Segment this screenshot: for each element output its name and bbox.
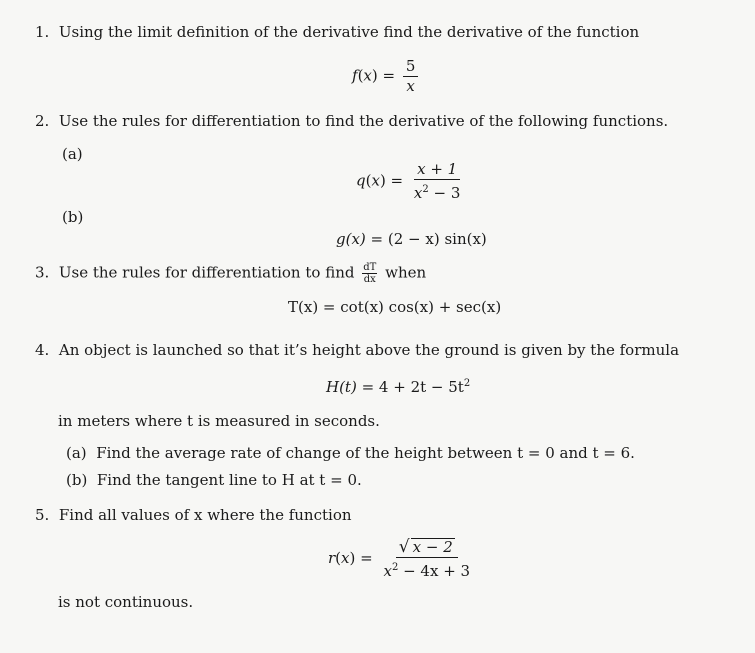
- problem-2a-denominator: [411, 180, 464, 202]
- problem-2a-fn: q: [356, 171, 366, 190]
- problem-4b: [66, 471, 362, 489]
- problem-4-mid: = 4 + 2t − 5t: [356, 378, 464, 396]
- problem-2b-rhs: = (2 − x) sin(x): [365, 230, 487, 248]
- problem-5-den-exp: 2: [391, 562, 399, 573]
- problem-1-numerator: 5: [403, 58, 419, 77]
- problem-1-prompt: Using the limit definition of the derivative find the derivative of the function: [58, 23, 640, 41]
- problem-1-text: [35, 23, 639, 41]
- problem-3-text: [35, 262, 426, 285]
- sqrt-icon: √: [398, 537, 410, 557]
- problem-5-radicand: x − 2: [412, 538, 453, 556]
- problem-5-numerator: [396, 538, 458, 558]
- problem-4-number: 4.: [35, 341, 50, 359]
- problem-4-prompt: An object is launched so that it’s height above the ground is given by the formula: [58, 341, 680, 359]
- problem-5-denominator: [380, 558, 473, 580]
- problem-1-fn: f: [352, 66, 358, 85]
- problem-3-d-num: dT: [363, 262, 377, 273]
- problem-4a-text: Find the average rate of change of the height between t = 0 and t = 6.: [96, 444, 635, 462]
- problem-2a-equation: q(x) = $\frac{x + 1}{x^2 - 3}$: [356, 161, 466, 202]
- problem-5-fn: r: [328, 549, 336, 567]
- problem-2-number: 2.: [35, 112, 50, 130]
- problem-4-exp: 2: [463, 378, 471, 389]
- problem-2a-den-exp: 2: [422, 184, 429, 195]
- problem-3-equation: T(x) = cot(x) cos(x) + sec(x): [288, 298, 502, 316]
- problem-3-prompt-before: Use the rules for differentiation to find: [58, 263, 355, 282]
- problem-2b-equation: [336, 230, 487, 248]
- problem-3-prompt-after: when: [385, 263, 427, 282]
- problem-1-arg: x: [363, 66, 372, 85]
- problem-4-followup: in meters where t is measured in seconds.: [58, 412, 380, 430]
- problem-4b-label: (b): [66, 471, 88, 489]
- problem-5-text: [35, 506, 352, 524]
- problem-5-number: 5.: [35, 506, 50, 524]
- problem-5-fraction: [380, 538, 473, 580]
- problem-1-number: 1.: [35, 23, 50, 41]
- problem-5-prompt: Find all values of x where the function: [58, 506, 352, 524]
- problem-5-arg: x: [341, 549, 350, 567]
- problem-2a-arg: x: [371, 171, 380, 190]
- problem-2a-den-base: x: [413, 184, 423, 202]
- problem-2-text: [35, 112, 668, 130]
- problem-4-lhs: H(t): [326, 378, 357, 396]
- problem-2a-fraction: [411, 161, 464, 202]
- problem-2a-den-rest: − 3: [428, 184, 461, 202]
- problem-2b-lhs: g(x): [336, 230, 366, 248]
- problem-2a-label: (a): [62, 145, 83, 163]
- problem-2a-numerator: x + 1: [414, 161, 460, 180]
- problem-5-den-b: − 4x + 3: [398, 562, 471, 580]
- problem-4a: [66, 444, 635, 462]
- problem-3-derivative-symbol: [362, 262, 377, 285]
- problem-1-fraction: [403, 58, 419, 95]
- problem-2-prompt: Use the rules for differentiation to find the derivative of the following functions.: [58, 112, 669, 130]
- problem-3-d-den: dx: [363, 274, 376, 285]
- problem-4b-text: Find the tangent line to H at t = 0.: [96, 471, 362, 489]
- problem-5-equation: r(x) = $\frac{√ x - 2}{x^2 - 4x + 3}$: [328, 538, 476, 580]
- problem-1-denominator: x: [406, 77, 415, 95]
- problem-5-followup: is not continuous.: [58, 593, 194, 611]
- problem-3-number: 3.: [35, 263, 50, 282]
- problem-2b-label: (b): [62, 208, 84, 226]
- problem-4-equation: [326, 375, 470, 396]
- problem-4-text: [35, 341, 679, 359]
- problem-1-equation: f(x) = $\frac{5}{x}$: [352, 58, 421, 95]
- problem-4a-label: (a): [66, 444, 87, 462]
- problem-5-den-a: x: [383, 562, 392, 580]
